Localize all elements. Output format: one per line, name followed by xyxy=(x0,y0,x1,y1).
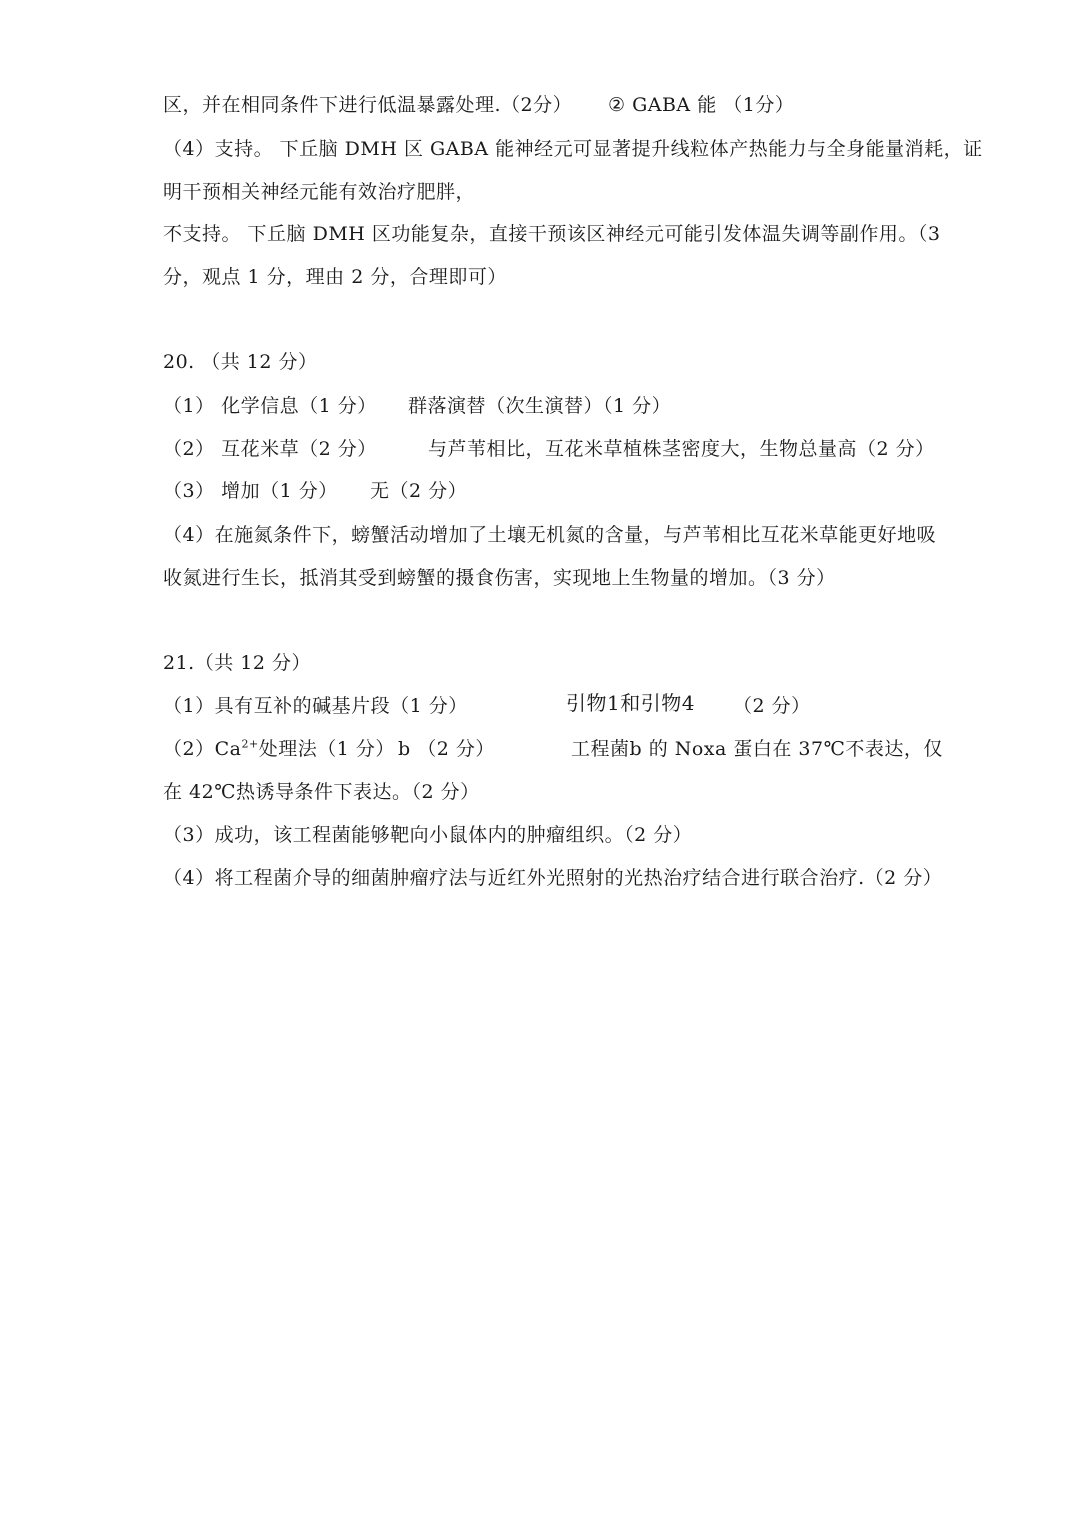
q21-p2-prefix: （2）Ca xyxy=(163,738,242,760)
q20-p2-answer-b: 与芦苇相比，互花米草植株茎密度大，生物总量高（2 分） xyxy=(428,438,935,460)
q20-p4-line2: 收氮进行生长，抵消其受到螃蟹的摄食伤害，实现地上生物量的增加。（3 分） xyxy=(163,567,836,589)
q20-p3-answer-b: 无（2 分） xyxy=(370,480,468,502)
q21-p2-superscript: 2+ xyxy=(241,737,259,751)
q21-p2-answer-c: 工程菌b 的 Noxa 蛋白在 37℃不表达，仅 xyxy=(571,738,943,760)
q20-heading: 20. （共 12 分） xyxy=(163,351,318,373)
q21-p1-answer-c: （2 分） xyxy=(733,695,811,717)
q21-heading: 21.（共 12 分） xyxy=(163,652,311,674)
q21-p2-line2: 在 42℃热诱导条件下表达。（2 分） xyxy=(163,781,480,803)
q20-p1-answer-b: 群落演替（次生演替）（1 分） xyxy=(408,395,672,417)
q21-p1-answer-a: （1）具有互补的碱基片段（1 分） xyxy=(163,695,468,717)
q21-p2-suffix: 处理法（1 分） xyxy=(258,738,395,760)
q19-p4-line2: 明干预相关神经元能有效治疗肥胖， xyxy=(163,181,476,203)
q19-p4-line4: 分，观点 1 分，理由 2 分，合理即可） xyxy=(163,266,507,288)
q20-p1-answer-a: （1） 化学信息（1 分） xyxy=(163,395,377,417)
q21-p4: （4）将工程菌介导的细菌肿瘤疗法与近红外光照射的光热治疗结合进行联合治疗.（2 分） xyxy=(163,867,943,889)
q21-p2-answer-a xyxy=(163,737,395,761)
q19-p4-line3: 不支持。 下丘脑 DMH 区功能复杂，直接干预该区神经元可能引发体温失调等副作用。（3 xyxy=(163,223,941,245)
q20-p4-line1: （4）在施氮条件下，螃蟹活动增加了土壤无机氮的含量，与芦苇相比互花米草能更好地吸 xyxy=(163,524,937,546)
q19-line1-text-a: 区，并在相同条件下进行低温暴露处理.（2分） xyxy=(163,94,573,116)
q21-p2-answer-b: b （2 分） xyxy=(398,738,495,760)
q21-p3: （3）成功，该工程菌能够靶向小鼠体内的肿瘤组织。（2 分） xyxy=(163,824,693,846)
q20-p2-answer-a: （2） 互花米草（2 分） xyxy=(163,438,377,460)
q21-p1-answer-b: 引物1和引物4 xyxy=(566,691,695,715)
q20-p3-answer-a: （3） 增加（1 分） xyxy=(163,480,338,502)
q19-p4-line1: （4）支持。 下丘脑 DMH 区 GABA 能神经元可显著提升线粒体产热能力与全身能量消耗，证 xyxy=(163,138,983,160)
q19-line1-text-b: ② GABA 能 （1分） xyxy=(608,94,795,116)
